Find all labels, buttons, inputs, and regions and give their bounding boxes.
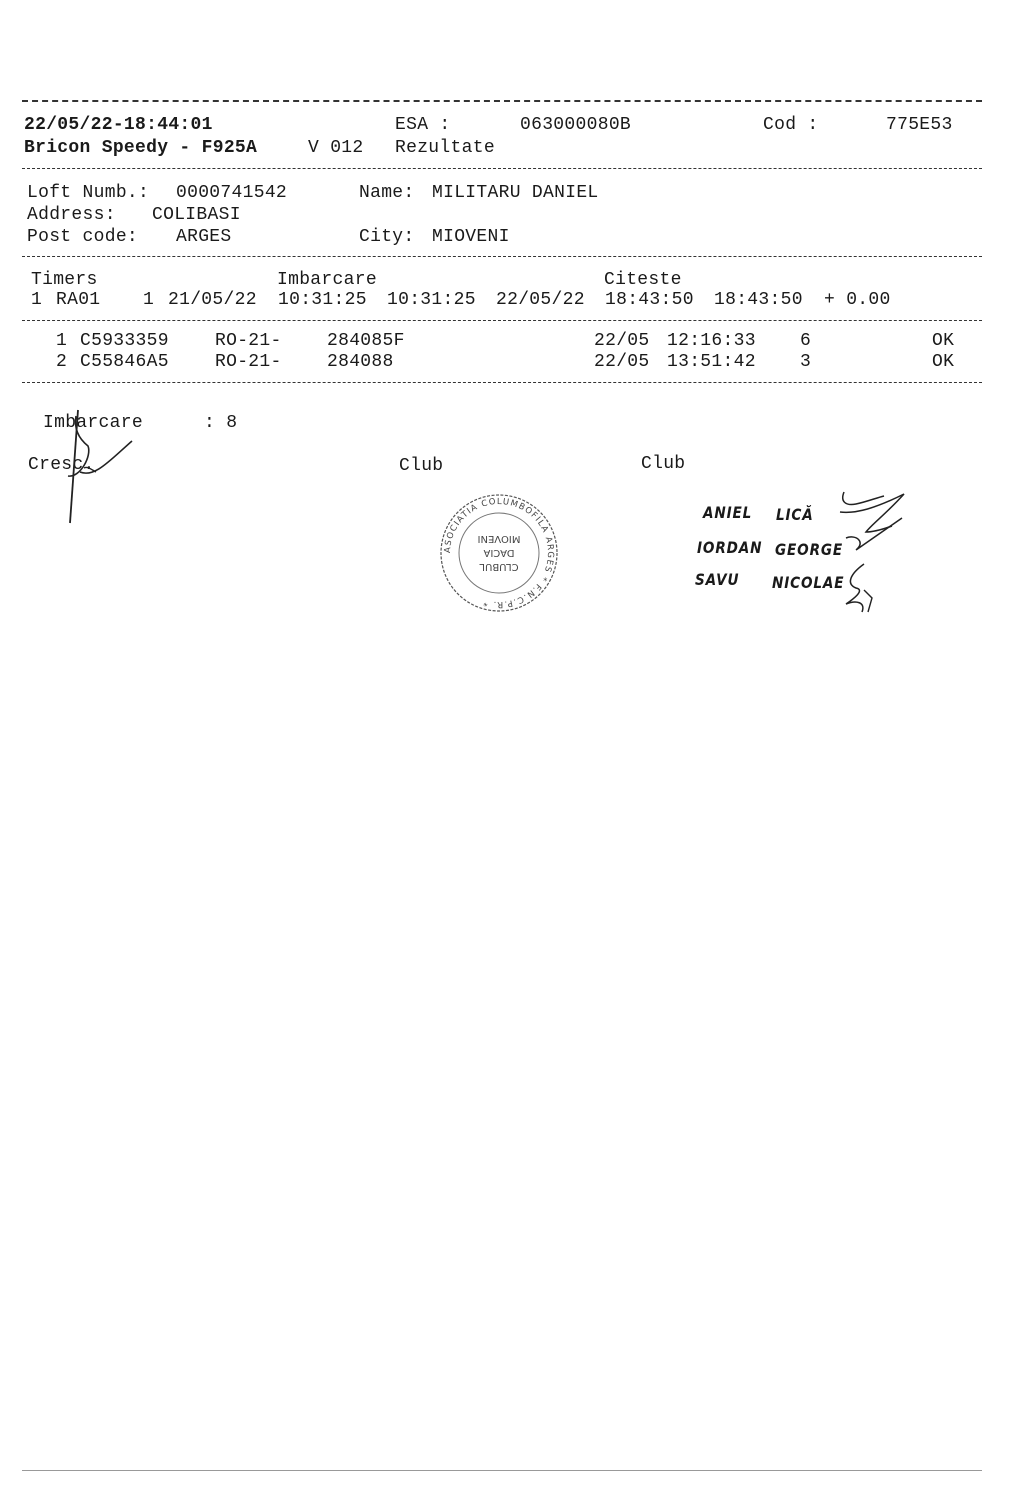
result-code: 6 <box>800 331 812 351</box>
timer-imbarcare-date: 21/05/22 <box>168 290 257 310</box>
result-ring: 284088 <box>327 352 394 372</box>
result-status: OK <box>932 352 955 372</box>
result-time: 12:16:33 <box>667 331 756 351</box>
timers-col-timers: Timers <box>31 270 98 290</box>
header-esa-value: 063000080B <box>520 115 632 135</box>
result-country: RO-21- <box>215 352 282 372</box>
header-report-type: Rezultate <box>395 138 495 158</box>
divider-after-results <box>22 382 982 383</box>
result-date: 22/05 <box>594 352 650 372</box>
timer-id: RA01 <box>56 290 101 310</box>
result-country: RO-21- <box>215 331 282 351</box>
result-position: 1 <box>56 331 68 351</box>
header-cod-value: 775E53 <box>886 115 953 135</box>
divider-top <box>22 100 982 102</box>
signatory-first-name: ANIEL <box>703 503 753 522</box>
result-position: 2 <box>56 352 68 372</box>
header-datetime: 22/05/22-18:44:01 <box>24 115 213 135</box>
signatory-first-name: SAVU <box>695 570 740 589</box>
timer-citeste-date: 22/05/22 <box>496 290 585 310</box>
timer-offset: + 0.00 <box>824 290 891 310</box>
signatory-last-name: GEORGE <box>775 540 844 559</box>
footer-club-label-2: Club <box>641 454 686 474</box>
timer-imbarcare-time-2: 10:31:25 <box>387 290 476 310</box>
result-date: 22/05 <box>594 331 650 351</box>
footer-club-label-1: Club <box>399 456 444 476</box>
footer-cresc-label: Cresc. <box>28 455 95 475</box>
header-version: V 012 <box>308 138 364 158</box>
timers-col-citeste: Citeste <box>604 270 682 290</box>
footer-imbarcare-value: : 8 <box>204 413 238 433</box>
loft-name-value: MILITARU DANIEL <box>432 183 599 203</box>
loft-number-label: Loft Numb.: <box>27 183 150 203</box>
loft-postcode-value: ARGES <box>176 227 232 247</box>
stamp-inner-line-1: CLUBUL <box>479 561 519 572</box>
loft-city-value: MIOVENI <box>432 227 510 247</box>
loft-name-label: Name: <box>359 183 415 203</box>
timers-col-imbarcare: Imbarcare <box>277 270 377 290</box>
timer-index: 1 <box>31 290 43 310</box>
signature-2-icon <box>842 560 882 616</box>
header-cod-label: Cod : <box>763 115 819 135</box>
divider-after-header <box>22 168 982 169</box>
footer-imbarcare-label: Imbarcare <box>43 413 143 433</box>
stamp-inner-line-3: MIOVENI <box>477 533 521 544</box>
scan-edge-line <box>22 1470 982 1471</box>
loft-postcode-label: Post code: <box>27 227 139 247</box>
divider-after-timers <box>22 320 982 321</box>
result-code: 3 <box>800 352 812 372</box>
breeder-signature-icon <box>40 408 140 526</box>
result-time: 13:51:42 <box>667 352 756 372</box>
signature-1-icon <box>836 488 910 558</box>
header-esa-label: ESA : <box>395 115 451 135</box>
loft-number-value: 0000741542 <box>176 183 288 203</box>
loft-address-value: COLIBASI <box>152 205 241 225</box>
divider-after-loft <box>22 256 982 257</box>
timer-imbarcare-time-1: 10:31:25 <box>278 290 367 310</box>
result-chip: C5933359 <box>80 331 169 351</box>
stamp-inner-line-2: DACIA <box>483 547 515 558</box>
timer-citeste-time-2: 18:43:50 <box>714 290 803 310</box>
signatory-first-name: IORDAN <box>697 538 763 557</box>
signatory-last-name: NICOLAE <box>772 573 845 592</box>
club-stamp-icon <box>438 492 560 614</box>
result-ring: 284085F <box>327 331 405 351</box>
result-status: OK <box>932 331 955 351</box>
loft-address-label: Address: <box>27 205 116 225</box>
timer-citeste-time-1: 18:43:50 <box>605 290 694 310</box>
header-device: Bricon Speedy - F925A <box>24 138 258 158</box>
result-chip: C55846A5 <box>80 352 169 372</box>
loft-city-label: City: <box>359 227 415 247</box>
signatory-last-name: LICĂ <box>776 505 814 524</box>
stamp-outer-text: ASOCIATIA COLUMBOFILA ARGES * F.N.C.P.R. * <box>442 496 556 610</box>
timer-count: 1 <box>143 290 155 310</box>
